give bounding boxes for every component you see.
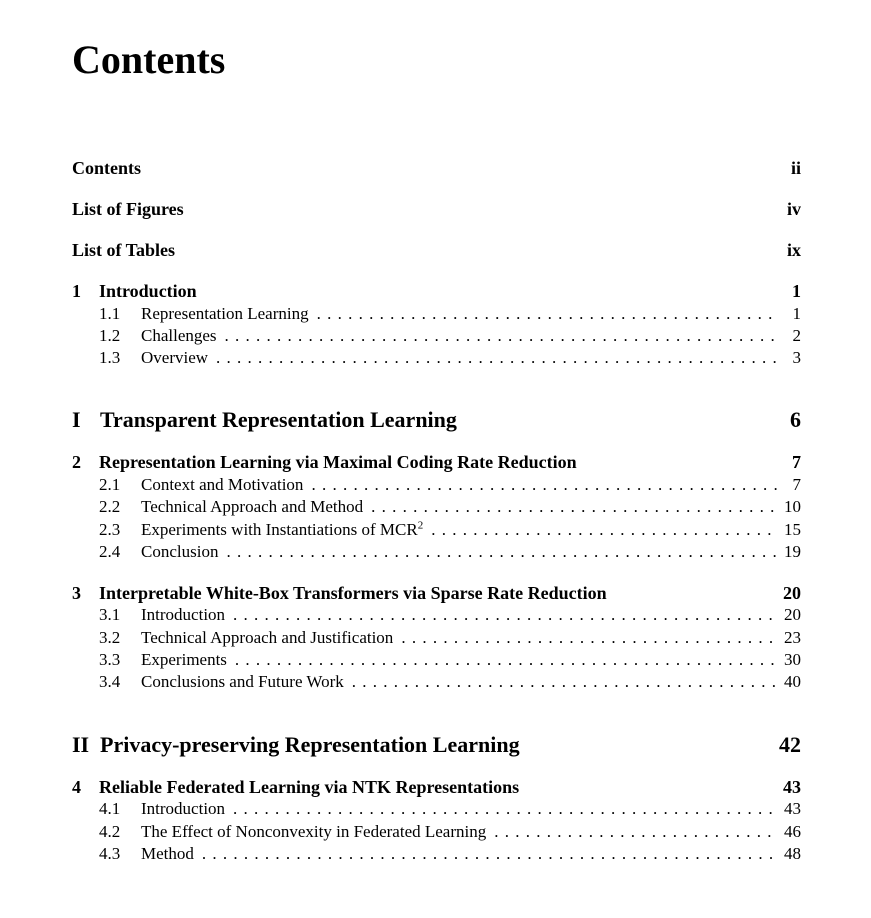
dot-leader	[303, 475, 777, 495]
section-title: Method	[141, 844, 194, 863]
section-title: Technical Approach and Justification	[141, 628, 394, 647]
section-page: 40	[784, 672, 801, 691]
section-page: 30	[784, 650, 801, 669]
section-title: Conclusions and Future Work	[141, 672, 344, 691]
section-number: 2.1	[99, 475, 121, 494]
section-page: 23	[784, 628, 801, 647]
section-number: 4.3	[99, 844, 121, 863]
section-number: 4.1	[99, 799, 121, 818]
section-number: 3.1	[99, 605, 121, 624]
toc-section-3-1[interactable]	[72, 605, 801, 625]
section-title: Overview	[141, 348, 209, 367]
section-page: 1	[792, 304, 801, 323]
entry-title: List of Tables	[72, 240, 176, 260]
section-number: 3.3	[99, 650, 121, 669]
chapter-title: Reliable Federated Learning via NTK Representations	[99, 777, 520, 797]
dot-leader	[218, 542, 777, 562]
chapter-number: 3	[72, 583, 81, 603]
dot-leader	[393, 628, 777, 648]
section-title: Challenges	[141, 326, 217, 345]
section-page: 43	[784, 799, 801, 818]
section-page: 46	[784, 822, 801, 841]
toc-section-2-2[interactable]	[72, 497, 801, 517]
section-title	[141, 520, 423, 540]
toc-section-4-2[interactable]	[72, 822, 801, 842]
section-title: Context and Motivation	[141, 475, 304, 494]
toc-section-1-2[interactable]	[72, 326, 801, 346]
section-title: Experiments	[141, 650, 227, 669]
chapter-number: 2	[72, 452, 81, 472]
toc-entry-list-of-figures[interactable]	[72, 199, 801, 220]
toc-part-2[interactable]	[72, 732, 801, 758]
toc-section-2-1[interactable]	[72, 475, 801, 495]
section-title: The Effect of Nonconvexity in Federated Learning	[141, 822, 487, 841]
dot-leader	[217, 326, 777, 346]
dot-leader	[423, 520, 777, 540]
toc-chapter-1[interactable]	[72, 281, 801, 302]
section-title-text: Experiments with Instantiations of MCR	[141, 520, 418, 539]
toc-section-3-2[interactable]	[72, 628, 801, 648]
toc-section-4-3[interactable]	[72, 844, 801, 864]
chapter-title: Introduction	[99, 281, 197, 301]
chapter-number: 1	[72, 281, 81, 301]
toc-section-2-4[interactable]	[72, 542, 801, 562]
toc-section-4-1[interactable]	[72, 799, 801, 819]
section-page: 2	[792, 326, 801, 345]
part-title: Transparent Representation Learning	[100, 407, 457, 432]
dot-leader	[363, 497, 777, 517]
part-page: 42	[779, 732, 801, 757]
section-number: 1.2	[99, 326, 121, 345]
dot-leader	[486, 822, 777, 842]
section-title: Technical Approach and Method	[141, 497, 364, 516]
section-number: 1.1	[99, 304, 121, 323]
dot-leader	[227, 650, 777, 670]
section-number: 4.2	[99, 822, 121, 841]
section-title: Introduction	[141, 799, 226, 818]
part-page: 6	[790, 407, 801, 432]
part-title: Privacy-preserving Representation Learning	[100, 732, 520, 757]
section-page: 3	[792, 348, 801, 367]
section-page: 19	[784, 542, 801, 561]
dot-leader	[309, 304, 777, 324]
section-number: 1.3	[99, 348, 121, 367]
toc-part-1[interactable]	[72, 407, 801, 433]
chapter-title: Interpretable White-Box Transformers via Sparse Rate Reduction	[99, 583, 607, 603]
chapter-number: 4	[72, 777, 81, 797]
section-page: 10	[784, 497, 801, 516]
toc-section-3-3[interactable]	[72, 650, 801, 670]
dot-leader	[225, 799, 777, 819]
dot-leader	[194, 844, 777, 864]
superscript: 2	[417, 519, 424, 532]
section-number: 2.3	[99, 520, 121, 539]
toc-chapter-2[interactable]	[72, 452, 801, 473]
chapter-page: 1	[792, 281, 801, 301]
toc-entry-list-of-tables[interactable]	[72, 240, 801, 261]
toc-chapter-4[interactable]	[72, 777, 801, 798]
section-number: 3.2	[99, 628, 121, 647]
section-title: Conclusion	[141, 542, 219, 561]
section-number: 2.2	[99, 497, 121, 516]
chapter-page: 43	[783, 777, 801, 797]
section-page: 15	[784, 520, 801, 539]
chapter-page: 20	[783, 583, 801, 603]
section-number: 2.4	[99, 542, 121, 561]
dot-leader	[208, 348, 777, 368]
dot-leader	[344, 672, 777, 692]
entry-page: ii	[790, 158, 801, 178]
part-number: I	[72, 407, 81, 432]
chapter-page: 7	[792, 452, 801, 472]
section-page: 48	[784, 844, 801, 863]
chapter-title: Representation Learning via Maximal Coding Rate Reduction	[99, 452, 577, 472]
toc-chapter-3[interactable]	[72, 583, 801, 604]
section-number: 3.4	[99, 672, 121, 691]
entry-page: iv	[786, 199, 801, 219]
toc-section-2-3[interactable]	[72, 520, 801, 540]
toc-section-3-4[interactable]	[72, 672, 801, 692]
section-page: 7	[792, 475, 801, 494]
entry-title: List of Figures	[72, 199, 184, 219]
section-title: Representation Learning	[141, 304, 309, 323]
section-page: 20	[784, 605, 801, 624]
page-title: Contents	[72, 37, 226, 82]
toc-section-1-3[interactable]	[72, 348, 801, 368]
section-title: Introduction	[141, 605, 226, 624]
entry-title: Contents	[72, 158, 142, 178]
entry-page: ix	[786, 240, 801, 260]
toc-entry-contents[interactable]	[72, 158, 801, 179]
part-number: II	[72, 732, 90, 757]
toc-section-1-1[interactable]	[72, 304, 801, 324]
dot-leader	[225, 605, 777, 625]
